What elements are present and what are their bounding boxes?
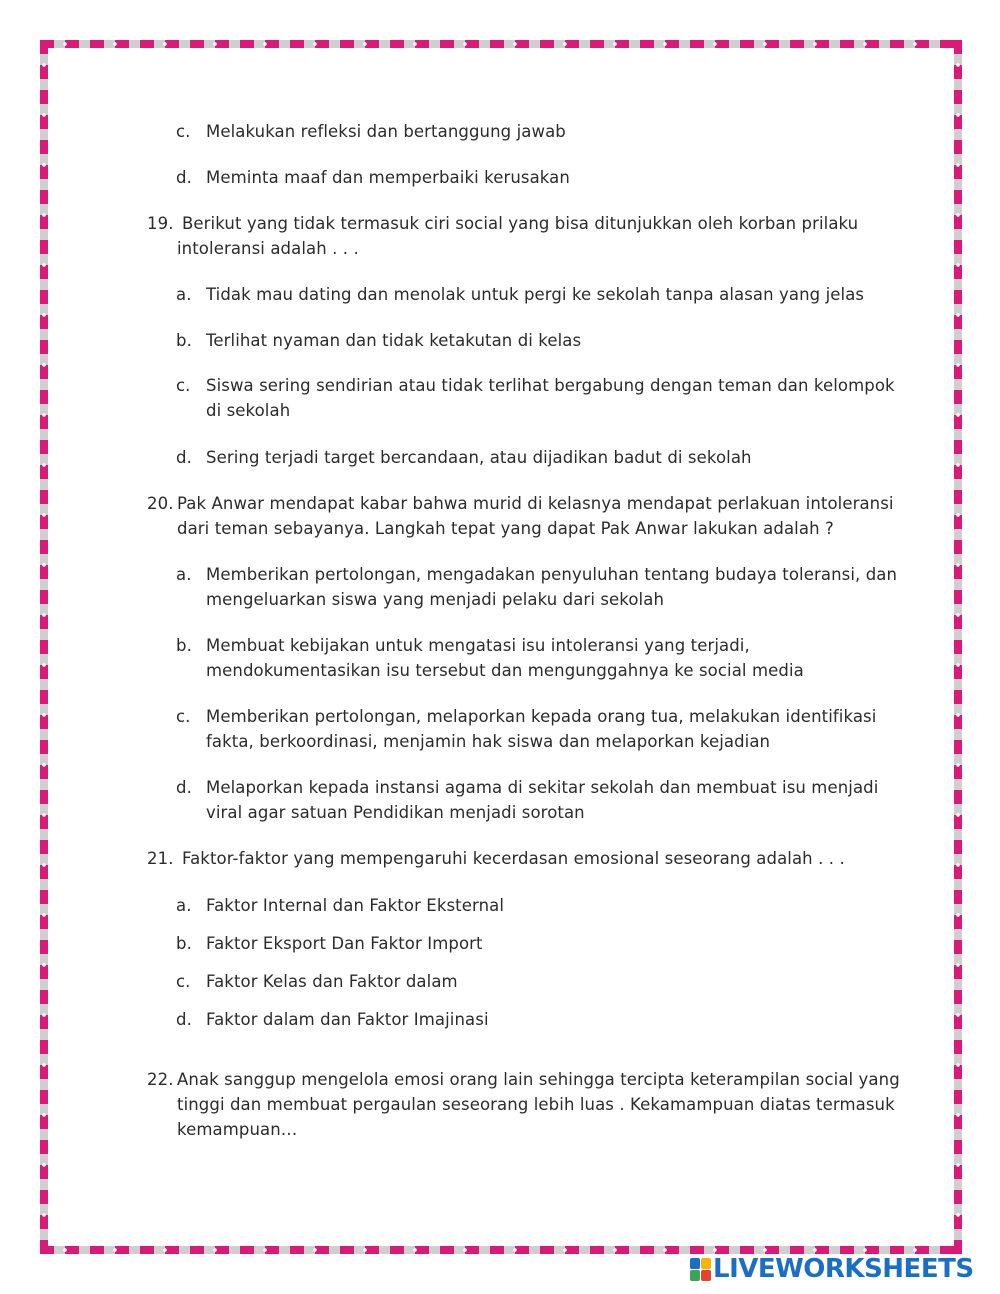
option-text: Siswa sering sendirian atau tidak terlihat bergabung dengan teman dan kelompok	[206, 376, 895, 395]
option-text: Melakukan refleksi dan bertanggung jawab	[206, 122, 566, 141]
option-text: Memberikan pertolongan, mengadakan penyuluhan tentang budaya toleransi, dan	[206, 565, 898, 584]
option-mark: b.	[176, 934, 192, 953]
option-text: Terlihat nyaman dan tidak ketakutan di kelas	[206, 331, 582, 350]
option-mark: c.	[176, 972, 191, 991]
question-number: 19.	[147, 214, 174, 233]
liveworksheets-logo-icon	[690, 1258, 710, 1280]
option-text: Faktor Eksport Dan Faktor Import	[206, 934, 483, 953]
option-text: Melaporkan kepada instansi agama di sekitar sekolah dan membuat isu menjadi	[206, 778, 879, 797]
option-text: Memberikan pertolongan, melaporkan kepada orang tua, melakukan identifikasi	[206, 707, 877, 726]
option-text: Membuat kebijakan untuk mengatasi isu intoleransi yang terjadi,	[206, 636, 750, 655]
option-text: Faktor dalam dan Faktor Imajinasi	[206, 1010, 489, 1029]
option-text: Faktor Kelas dan Faktor dalam	[206, 972, 458, 991]
question-text: tinggi dan membuat pergaulan seseorang lebih luas . Kekamampuan diatas termasuk	[177, 1095, 895, 1114]
option-mark: d.	[176, 448, 192, 467]
liveworksheets-logo-text: LIVEWORKSHEETS	[713, 1254, 974, 1284]
option-mark: c.	[176, 707, 191, 726]
option-mark: a.	[176, 565, 192, 584]
liveworksheets-logo	[690, 1254, 974, 1284]
question-text: Berikut yang tidak termasuk ciri social yang bisa ditunjukkan oleh korban prilaku	[182, 214, 859, 233]
question-text: dari teman sebayanya. Langkah tepat yang dapat Pak Anwar lakukan adalah ?	[177, 519, 834, 538]
option-mark: d.	[176, 778, 192, 797]
question-number: 21.	[147, 849, 174, 868]
option-mark: c.	[176, 376, 191, 395]
question-number: 22.	[147, 1070, 174, 1089]
option-mark: c.	[176, 122, 191, 141]
option-text: mengeluarkan siswa yang menjadi pelaku dari sekolah	[206, 590, 665, 609]
option-mark: b.	[176, 331, 192, 350]
option-text: viral agar satuan Pendidikan menjadi sorotan	[206, 803, 585, 822]
question-text: kemampuan…	[177, 1120, 298, 1139]
option-mark: d.	[176, 168, 192, 187]
frame-bottom-border	[40, 1246, 962, 1254]
frame-top-border	[40, 40, 962, 48]
option-text: Tidak mau dating dan menolak untuk pergi ke sekolah tanpa alasan yang jelas	[206, 285, 865, 304]
question-text: Pak Anwar mendapat kabar bahwa murid di kelasnya mendapat perlakuan intoleransi	[177, 494, 894, 513]
question-text: intoleransi adalah . . .	[177, 239, 359, 258]
frame-right-border	[954, 40, 962, 1254]
option-text: di sekolah	[206, 401, 291, 420]
option-text: mendokumentasikan isu tersebut dan mengunggahnya ke social media	[206, 661, 804, 680]
frame-left-border	[40, 40, 48, 1254]
question-number: 20.	[147, 494, 174, 513]
option-mark: a.	[176, 896, 192, 915]
option-text: Meminta maaf dan memperbaiki kerusakan	[206, 168, 570, 187]
question-text: Anak sanggup mengelola emosi orang lain sehingga tercipta keterampilan social yang	[177, 1070, 900, 1089]
option-mark: a.	[176, 285, 192, 304]
question-text: Faktor-faktor yang mempengaruhi kecerdasan emosional seseorang adalah . . .	[182, 849, 845, 868]
option-text: fakta, berkoordinasi, menjamin hak siswa dan melaporkan kejadian	[206, 732, 771, 751]
option-text: Faktor Internal dan Faktor Eksternal	[206, 896, 505, 915]
option-mark: d.	[176, 1010, 192, 1029]
option-mark: b.	[176, 636, 192, 655]
option-text: Sering terjadi target bercandaan, atau dijadikan badut di sekolah	[206, 448, 752, 467]
